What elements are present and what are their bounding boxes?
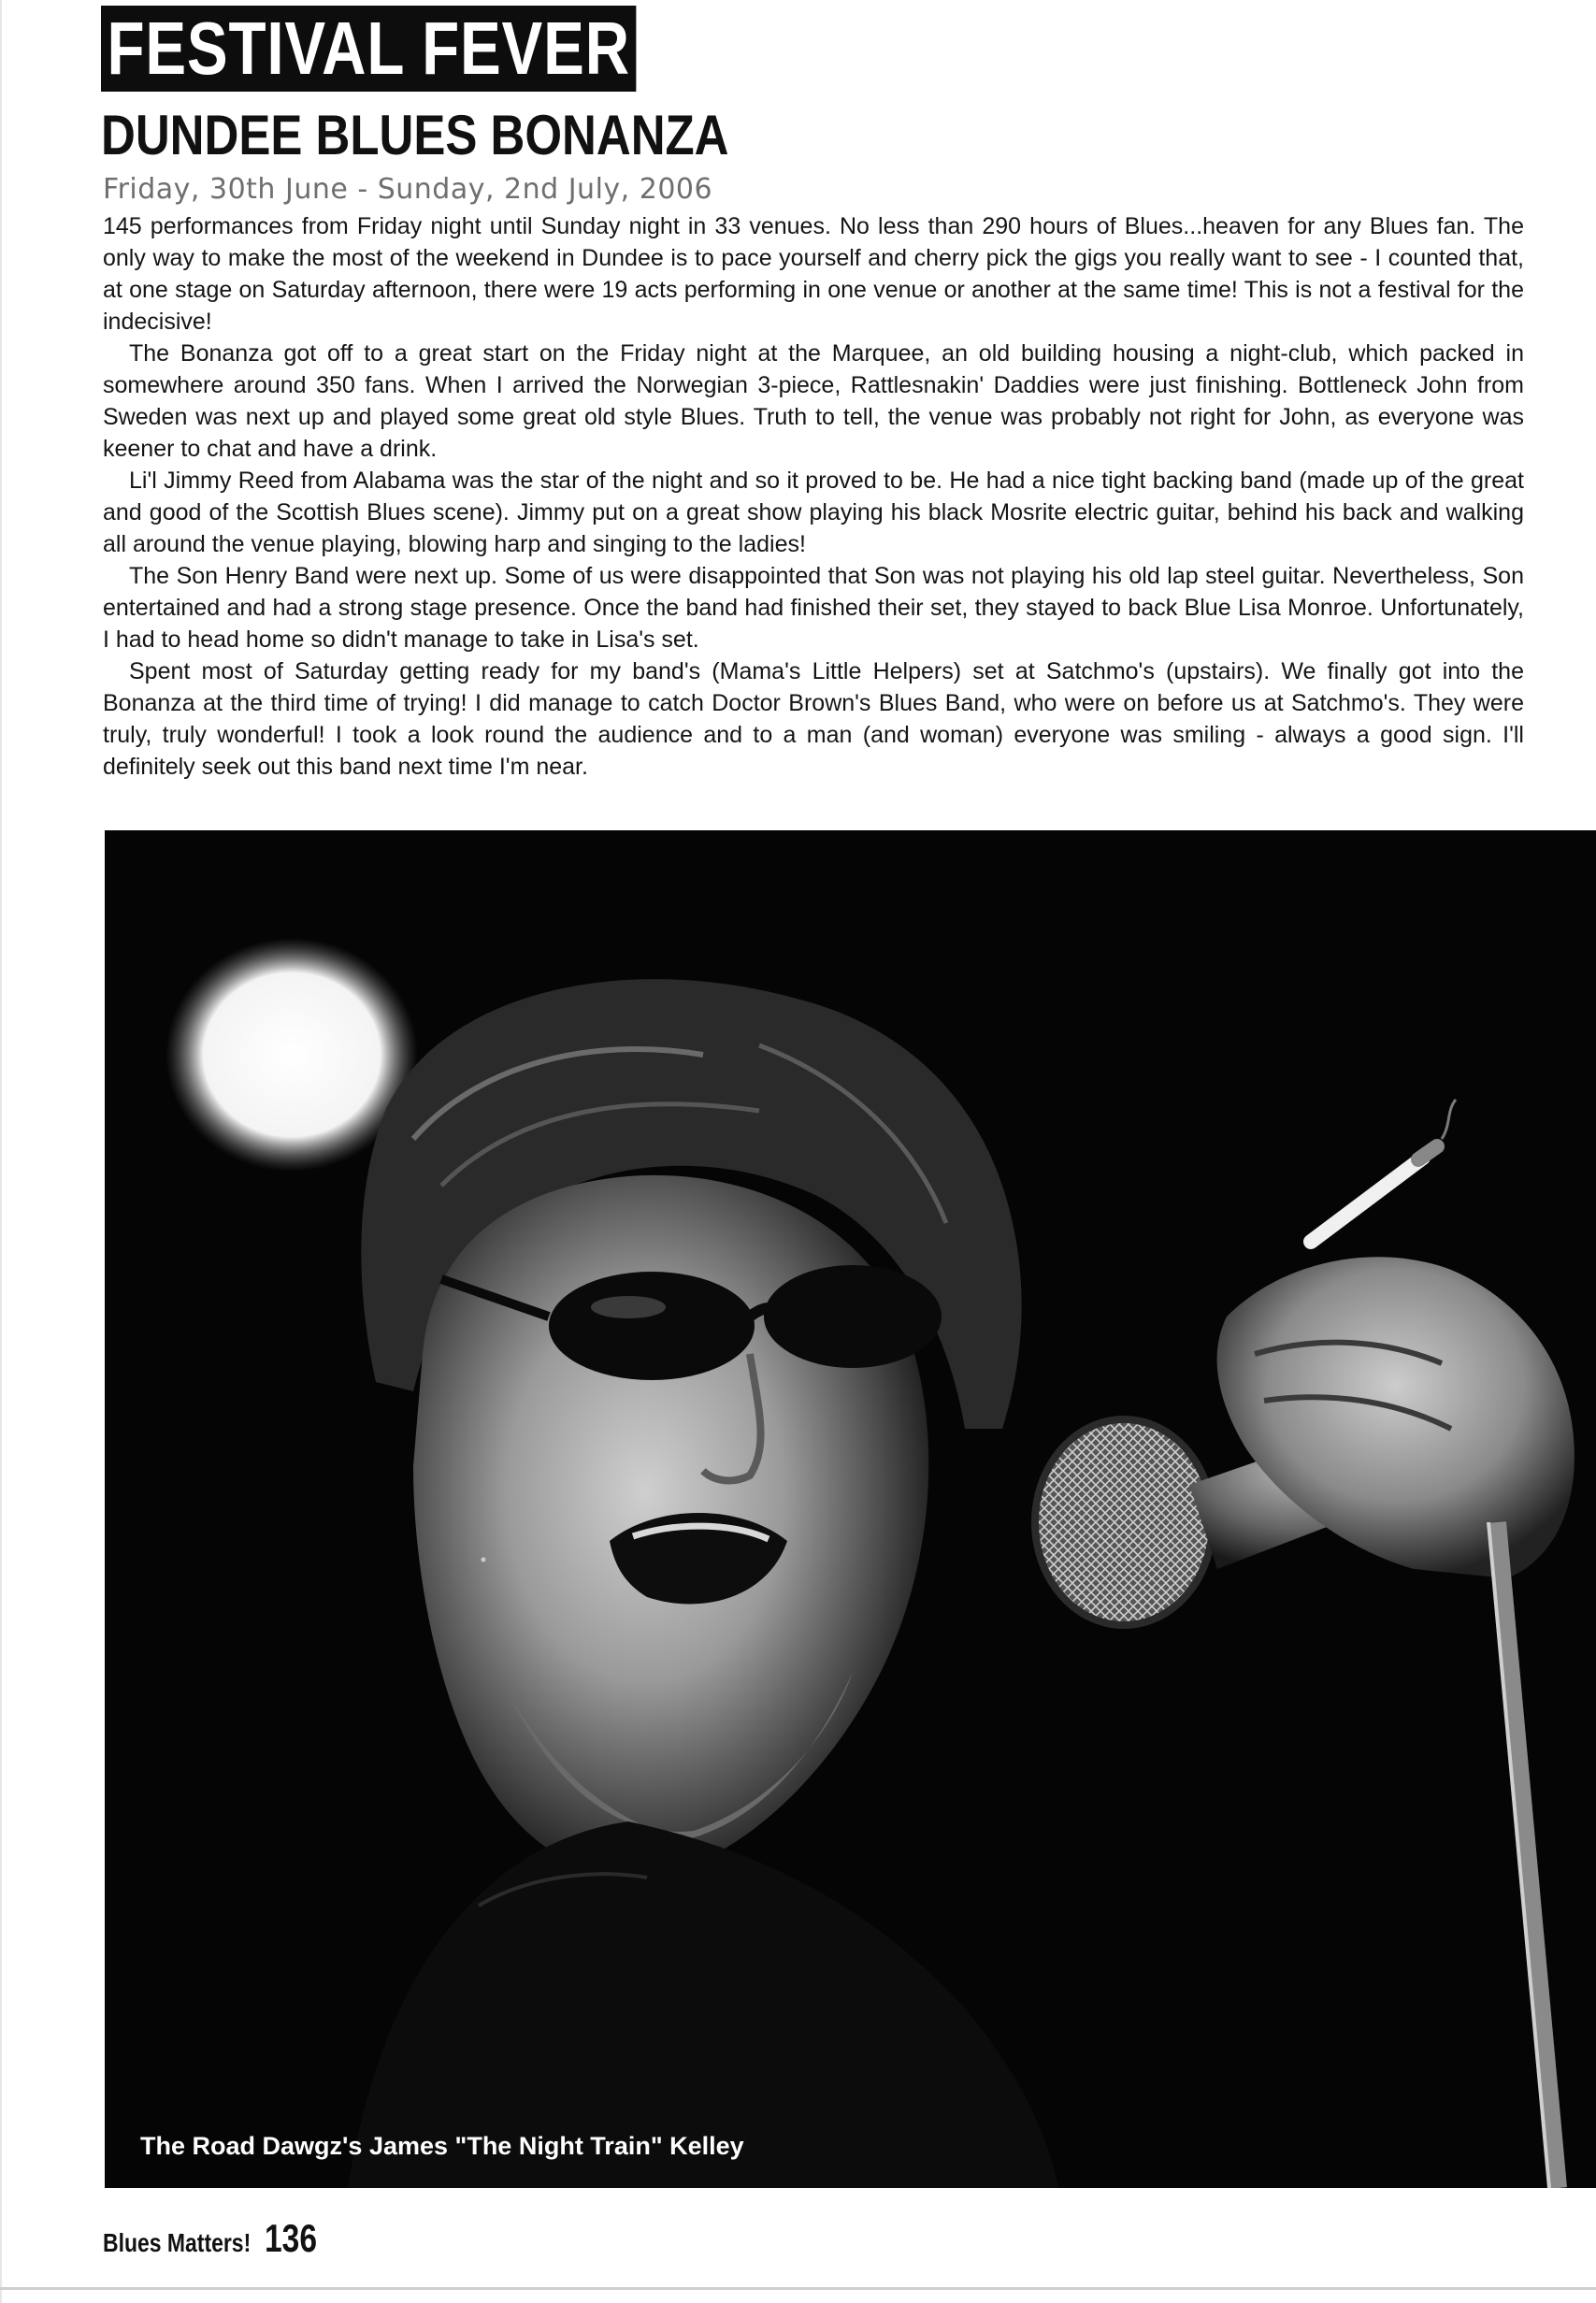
article-paragraph: Spent most of Saturday getting ready for my band's (Mama's Little Helpers) set at Satchmo's (upstairs). We finally got into the Bonanza at the third time of trying! I did manage to catch Doctor Brown's Blues Band, who were on before us at Satchmo's. They were truly, truly wonderful! I took a look round the audience and to a man (and woman) everyone was smiling - always a good sign. I'll definitely seek out this band next time I'm near. xyxy=(103,658,1524,780)
bottom-rule xyxy=(0,2287,1596,2290)
magazine-name: Blues Matters! xyxy=(103,2228,252,2257)
page-number: 136 xyxy=(265,2216,318,2260)
article-dateline: Friday, 30th June - Sunday, 2nd July, 2006 xyxy=(103,173,713,206)
performer-photo-icon xyxy=(105,830,1596,2188)
article-headline: DUNDEE BLUES BONANZA xyxy=(101,104,729,166)
article-paragraph: 145 performances from Friday night until Sunday night in 33 venues. No less than 290 hours of Blues...heaven for any Blues fan. The only way to make the most of the weekend in Dundee is to pace yourself and cherry pick the gigs you really want to see - I counted that, at one stage on Saturday afternoon, there were 19 acts performing in one venue or another at the same time! This is not a festival for the indecisive! xyxy=(103,213,1524,335)
article-paragraph: The Bonanza got off to a great start on the Friday night at the Marquee, an old building housing a night-club, which packed in somewhere around 350 fans. When I arrived the Norwegian 3-piece, Rattlesnakin' Daddies were just finishing. Bottleneck John from Sweden was next up and played some great old style Blues. Truth to tell, the venue was probably not right for John, as everyone was keener to chat and have a drink. xyxy=(103,340,1524,462)
section-banner: FESTIVAL FEVER xyxy=(101,6,636,92)
page-edge xyxy=(0,0,2,2303)
photo-caption: The Road Dawgz's James "The Night Train" Kelley xyxy=(140,2132,744,2160)
article-paragraph: Li'l Jimmy Reed from Alabama was the star of the night and so it proved to be. He had a nice tight backing band (made up of the great and good of the Scottish Blues scene). Jimmy put on a great show playing his black Mosrite electric guitar, behind his back and walking all around the venue playing, blowing harp and singing to the ladies! xyxy=(103,468,1524,557)
article-body xyxy=(103,210,1524,783)
article-paragraph: The Son Henry Band were next up. Some of us were disappointed that Son was not playing his old lap steel guitar. Nevertheless, Son entertained and had a strong stage presence. Once the band had finished their set, they stayed to back Blue Lisa Monroe. Unfortunately, I had to head home so didn't manage to take in Lisa's set. xyxy=(103,563,1524,653)
performer-photo xyxy=(105,830,1596,2188)
page-footer xyxy=(103,2216,330,2261)
